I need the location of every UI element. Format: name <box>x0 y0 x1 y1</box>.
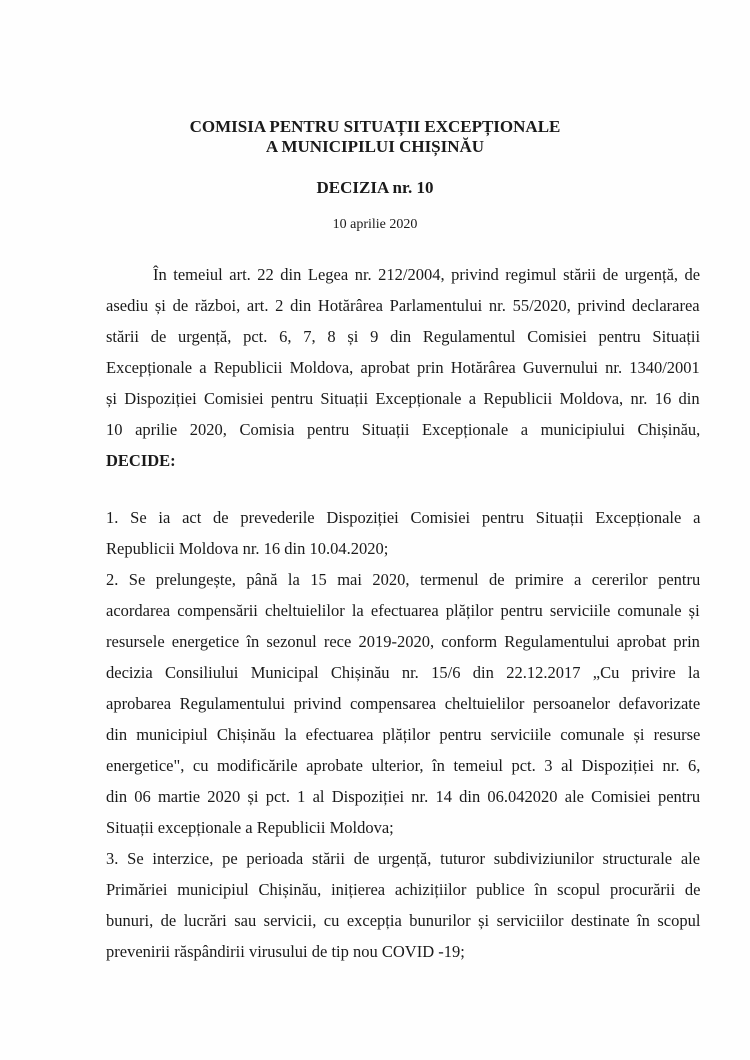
decision-date: 10 aprilie 2020 <box>332 217 418 232</box>
point-2-line: aprobarea Regulamentului privind compensarea cheltuielilor persoanelor defavorizate <box>106 694 701 713</box>
point-3-line: 3. Se interzice, pe perioada stării de urgență, tuturor subdiviziunilor structurale ale <box>106 849 701 868</box>
preamble-line: În temeiul art. 22 din Legea nr. 212/2004, privind regimul stării de urgență, de <box>153 265 701 284</box>
preamble-line: asediu și de război, art. 2 din Hotărârea Parlamentului nr. 55/2020, privind declararea <box>106 296 700 315</box>
preamble-line: și Dispoziției Comisiei pentru Situații Excepționale a Republicii Moldova, nr. 16 din <box>106 389 700 408</box>
point-2-line: decizia Consiliului Municipal Chișinău nr. 15/6 din 22.12.2017 „Cu privire la <box>106 663 700 682</box>
point-2-line: din 06 martie 2020 și pct. 1 al Dispoziției nr. 14 din 06.042020 ale Comisiei pentru <box>106 787 701 806</box>
point-1-line: Republicii Moldova nr. 16 din 10.04.2020; <box>106 539 389 558</box>
point-3-line: prevenirii răspândirii virusului de tip nou COVID -19; <box>106 942 465 961</box>
point-2-line: 2. Se prelungește, până la 15 mai 2020, termenul de primire a cererilor pentru <box>106 570 701 589</box>
preamble-line: 10 aprilie 2020, Comisia pentru Situații Excepționale a municipiului Chișinău, <box>106 420 701 439</box>
point-2-line: Situații excepționale a Republicii Moldova; <box>106 818 394 837</box>
point-2-line: energetice", cu modificările aprobate ulterior, în temeiul pct. 3 al Dispoziției nr. 6, <box>106 756 701 775</box>
point-1-line: 1. Se ia act de prevederile Dispoziției Comisiei pentru Situații Excepționale a <box>106 508 701 527</box>
preamble-line: Excepționale a Republicii Moldova, aprobat prin Hotărârea Guvernului nr. 1340/2001 <box>106 358 700 377</box>
preamble-line: stării de urgență, pct. 6, 7, 8 și 9 din Regulamentul Comisiei pentru Situații <box>106 327 701 346</box>
org-name-line2: A MUNICIPILUI CHIȘINĂU <box>265 137 485 156</box>
point-3-line: Primăriei municipiul Chișinău, inițierea achizițiilor publice în scopul procurării de <box>106 880 701 899</box>
point-2-line: din municipiul Chișinău la efectuarea plăților pentru serviciile comunale și resurse <box>106 725 701 744</box>
decision-title: DECIZIA nr. 10 <box>316 178 434 197</box>
point-3-line: bunuri, de lucrări sau servicii, cu excepția bunurilor și serviciilor destinate în scopul <box>106 911 701 930</box>
point-2-line: resursele energetice în sezonul rece 2019-2020, conform Regulamentului aprobat prin <box>106 632 700 651</box>
org-name-line1: COMISIA PENTRU SITUAȚII EXCEPȚIONALE <box>189 117 561 136</box>
point-2-line: acordarea compensării cheltuielilor la efectuarea plăților pentru serviciile comunale și <box>106 601 700 620</box>
decide-label: DECIDE: <box>106 451 176 470</box>
